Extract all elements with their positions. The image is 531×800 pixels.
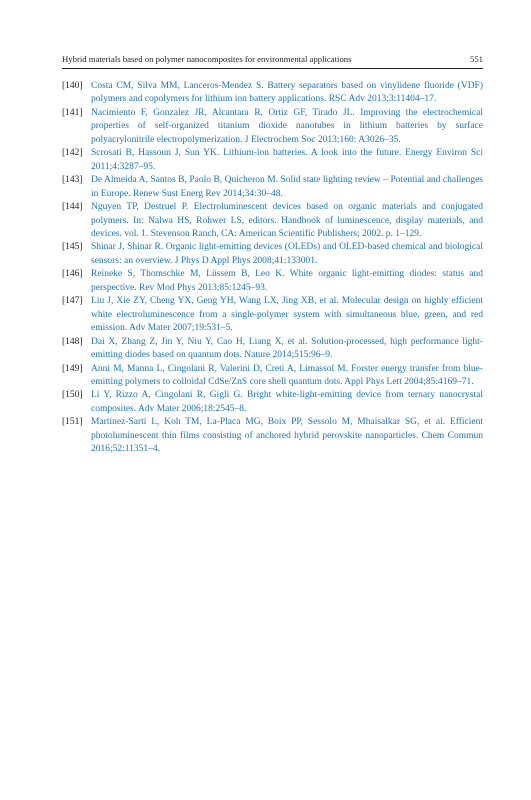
reference-link[interactable]: Shinar J, Shinar R. Organic light-emitting devices (OLEDs) and OLED-based chemical and biological sensors: an overview. J Phys D Appl Phys 2008;41:133001. [91,242,483,266]
reference-link[interactable]: Anni M, Manna L, Cingolani R, Valerini D, Creti A, Limassol M. Forster energy transfer from blue-emitting polymers to colloidal CdSe/ZnS core shell quantum dots. Appl Phys Lett 2004;85:4169–71. [91,363,483,387]
reference-item [62,295,483,335]
reference-number: [147] [62,296,83,307]
reference-list [62,80,483,457]
reference-link[interactable]: Dai X, Zhang Z, Jin Y, Niu Y, Cao H, Liang X, et al. Solution-processed, high performance light-emitting diodes based on quantum dots. Nature 2014;515:96–9. [91,336,483,361]
reference-number: [145] [62,242,83,253]
reference-number: [148] [62,336,83,347]
reference-number: [149] [62,363,83,374]
running-title: Hybrid materials based on polymer nanocomposites for environmental applications [62,54,352,64]
reference-link[interactable]: Liu J, Xie ZY, Cheng YX, Geng YH, Wang LX, Jing XB, et al. Molecular design on highly efficient white electroluminescence from a single-polymer system with simultaneous blue, green, and red emission. Adv Mater 2007;19:531–5. [91,296,483,334]
reference-number: [142] [62,148,83,159]
reference-link[interactable]: Nacimiento F, Gonzalez JR, Alcantara R, Ortiz GF, Tirado JL. Improving the electrochemical properties of self-organized titanium dioxide nanotubes in lithium batteries by surface polyacrylonitrile electropolymerization. J Electrochem Soc 2013;160: A3026–35. [91,107,483,145]
running-header [62,52,483,66]
reference-link[interactable]: Scrosati B, Hassoun J, Sun YK. Lithium-ion batteries. A look into the future. Energy Environ Sci 2011;4:3287–95. [91,148,483,172]
reference-item [62,107,483,147]
reference-link[interactable]: Li Y, Rizzo A, Cingolani R, Gigli G. Bright white-light-emitting device from ternary nanocrystal composites. Adv Mater 2006;18:2545–8. [91,390,483,414]
reference-number: [143] [62,175,83,186]
reference-item [62,174,483,201]
reference-number: [141] [62,107,83,118]
reference-link[interactable]: Nguyen TP, Destruel P. Electroluminescent devices based on organic materials and conjugated polymers. In: Nalwa HS, Rohwer LS, editors. Handbook of luminescence, display materials, and devices. vol. 1. Stevenson Ranch, CA: American Scientific Publishers; 2002. p. 1–129. [91,202,483,239]
reference-number: [150] [62,390,83,401]
header-rule [62,68,483,69]
reference-item [62,416,483,456]
reference-link[interactable]: Costa CM, Silva MM, Lanceros-Mendez S. Battery separators based on vinylidene fluoride (VDF) polymers and copolymers for lithium ion battery applications. RSC Adv 2013;3:11404–17. [91,81,483,105]
reference-number: [140] [62,81,83,91]
reference-item [62,80,483,107]
reference-item [62,389,483,416]
reference-item [62,363,483,390]
reference-number: [151] [62,417,83,428]
reference-number: [144] [62,202,83,213]
reference-link[interactable]: De Almeida A, Santos B, Paolo B, Quicheron M. Solid state lighting review – Potential and challenges in Europe. Renew Sust Energ Rev 2014;34:30–48. [91,175,483,199]
reference-item [62,241,483,268]
reference-item [62,147,483,174]
reference-item [62,268,483,295]
reference-item [62,336,483,363]
reference-number: [146] [62,269,83,280]
reference-item [62,201,483,241]
reference-link[interactable]: Martinez-Sarti L, Koh TM, La-Placa MG, Boix PP, Sessolo M, Mhaisalkar SG, et al. Efficient photoluminescent thin films consisting of anchored hybrid perovskite nanoparticles. Chem Commun 2016;52:11351–4. [91,417,483,455]
page-number: 551 [469,54,483,64]
reference-link[interactable]: Reineke S, Thomschke M, Lüssem B, Leo K. White organic light-emitting diodes: status and perspective. Rev Mod Phys 2013;85:1245–93. [91,269,483,293]
